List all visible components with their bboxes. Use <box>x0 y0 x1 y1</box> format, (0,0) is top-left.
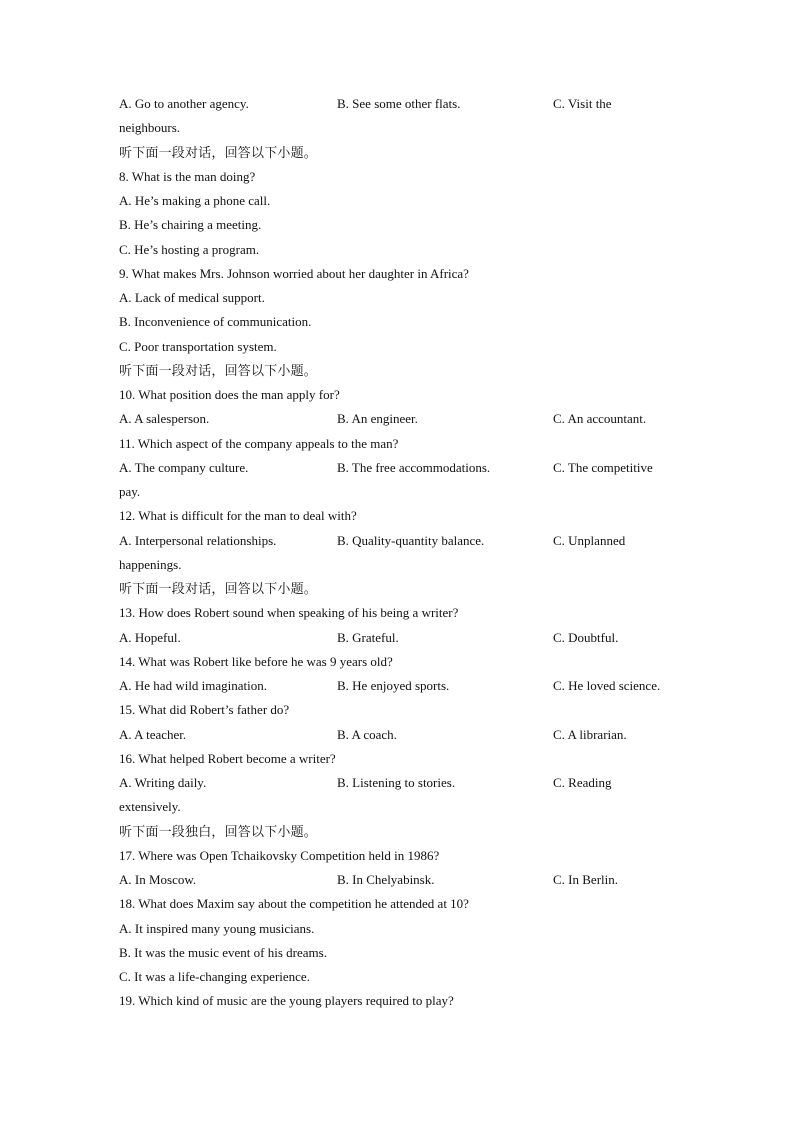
line-text: 15. What did Robert’s father do? <box>119 702 290 718</box>
text-line <box>119 383 679 407</box>
line-text: B. It was the music event of his dreams. <box>119 944 327 960</box>
text-line <box>119 432 679 456</box>
line-text: 19. Which kind of music are the young players required to play? <box>119 993 454 1009</box>
section-instruction-text: 听下面一段独白，回答以下小题。 <box>119 824 318 840</box>
option-b: B. Listening to stories. <box>337 775 456 790</box>
line-text: B. Inconvenience of communication. <box>119 314 312 330</box>
line-text: A. He’s making a phone call. <box>119 193 271 208</box>
text-line <box>119 989 679 1013</box>
line-text: 13. How does Robert sound when speaking of his being a writer? <box>119 605 459 621</box>
option-row <box>119 868 679 892</box>
section-instruction <box>119 141 679 165</box>
line-text: 8. What is the man doing? <box>119 168 256 184</box>
line-text: 9. What makes Mrs. Johnson worried about her daughter in Africa? <box>119 265 469 281</box>
option-row <box>119 92 679 116</box>
line-text: C. It was a life-changing experience. <box>119 969 310 984</box>
line-text: 17. Where was Open Tchaikovsky Competition held in 1986? <box>119 847 440 863</box>
text-line <box>119 213 679 237</box>
option-row <box>119 723 679 747</box>
text-line <box>119 189 679 213</box>
option-c: C. Unplanned <box>553 532 626 548</box>
section-instruction-text: 听下面一段对话，回答以下小题。 <box>119 363 318 379</box>
option-b: B. In Chelyabinsk. <box>337 872 435 887</box>
option-c: C. In Berlin. <box>553 872 618 887</box>
section-instruction-text: 听下面一段对话，回答以下小题。 <box>119 145 318 161</box>
text-line <box>119 917 679 941</box>
option-c: C. Doubtful. <box>553 629 619 645</box>
section-instruction <box>119 359 679 383</box>
text-line <box>119 286 679 310</box>
text-line <box>119 601 679 625</box>
option-c: C. A librarian. <box>553 726 627 742</box>
text-line <box>119 238 679 262</box>
section-instruction <box>119 577 679 601</box>
text-line <box>119 795 679 819</box>
section-instruction-text: 听下面一段对话，回答以下小题。 <box>119 582 318 597</box>
option-a: A. The company culture. <box>119 459 249 475</box>
option-b: B. See some other flats. <box>337 96 461 111</box>
option-c: C. An accountant. <box>553 411 647 427</box>
option-row <box>119 771 679 795</box>
text-line <box>119 965 679 989</box>
line-text: extensively. <box>119 799 181 815</box>
option-a: A. Interpersonal relationships. <box>119 532 277 548</box>
text-line <box>119 553 679 577</box>
option-a: A. Writing daily. <box>119 775 207 790</box>
text-line <box>119 335 679 359</box>
option-a: A. Hopeful. <box>119 629 181 645</box>
line-text: neighbours. <box>119 120 181 136</box>
line-text: 16. What helped Robert become a writer? <box>119 750 336 766</box>
text-line <box>119 844 679 868</box>
option-c: C. Visit the <box>553 96 612 111</box>
option-a: A. Go to another agency. <box>119 96 249 111</box>
option-b: B. A coach. <box>337 726 397 742</box>
line-text: 14. What was Robert like before he was 9 years old? <box>119 653 393 669</box>
text-line <box>119 262 679 286</box>
line-text: C. Poor transportation system. <box>119 338 277 354</box>
text-line <box>119 310 679 334</box>
line-text: pay. <box>119 484 141 499</box>
option-row <box>119 456 679 480</box>
text-line <box>119 650 679 674</box>
option-b: B. Grateful. <box>337 629 399 645</box>
line-text: B. He’s chairing a meeting. <box>119 217 262 233</box>
option-a: A. A salesperson. <box>119 411 210 427</box>
text-line <box>119 941 679 965</box>
option-a: A. A teacher. <box>119 726 187 742</box>
option-c: C. He loved science. <box>553 678 661 693</box>
text-line <box>119 504 679 528</box>
option-b: B. Quality-quantity balance. <box>337 532 485 548</box>
option-row <box>119 407 679 431</box>
line-text: A. Lack of medical support. <box>119 290 265 305</box>
option-c: C. Reading <box>553 775 612 790</box>
text-line <box>119 116 679 140</box>
option-c: C. The competitive <box>553 459 653 475</box>
option-row <box>119 674 679 698</box>
text-line <box>119 892 679 916</box>
line-text: 12. What is difficult for the man to deal with? <box>119 508 357 524</box>
option-a: A. In Moscow. <box>119 872 197 887</box>
option-b: B. He enjoyed sports. <box>337 678 450 693</box>
option-row <box>119 529 679 553</box>
line-text: 10. What position does the man apply for? <box>119 387 340 402</box>
section-instruction <box>119 820 679 844</box>
option-b: B. The free accommodations. <box>337 459 491 475</box>
option-b: B. An engineer. <box>337 411 418 427</box>
option-row <box>119 626 679 650</box>
option-a: A. He had wild imagination. <box>119 678 268 693</box>
text-line <box>119 480 679 504</box>
text-line <box>119 165 679 189</box>
line-text: A. It inspired many young musicians. <box>119 920 315 936</box>
line-text: happenings. <box>119 556 182 572</box>
text-line <box>119 698 679 722</box>
line-text: C. He’s hosting a program. <box>119 241 260 257</box>
line-text: 11. Which aspect of the company appeals to the man? <box>119 435 399 451</box>
text-line <box>119 747 679 771</box>
line-text: 18. What does Maxim say about the competition he attended at 10? <box>119 896 469 912</box>
